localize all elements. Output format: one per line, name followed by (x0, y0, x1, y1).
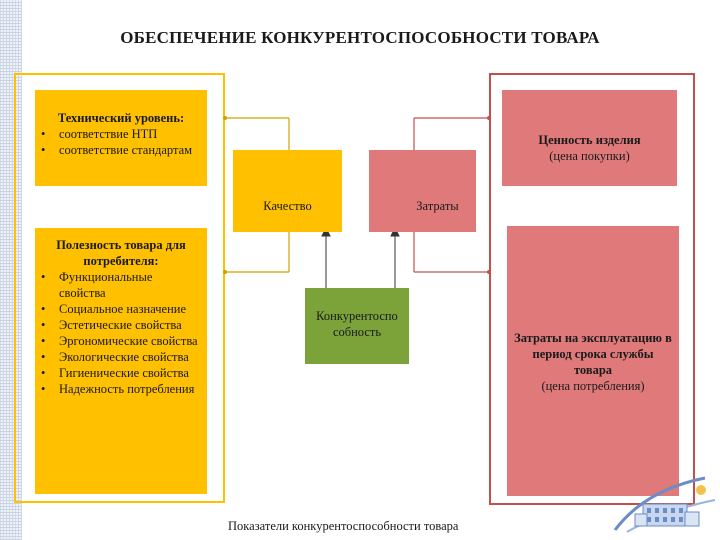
list-item: • соответствие НТП (41, 126, 201, 142)
costs-box (369, 150, 476, 232)
product-value-sub: (цена покупки) (549, 149, 630, 163)
technical-level-list (41, 126, 201, 158)
list-item: • Гигиенические свойства (41, 365, 201, 381)
list-item: • соответствие стандартам (41, 142, 201, 158)
diagram-caption: Показатели конкурентоспособности товара (228, 519, 459, 533)
quality-box (233, 150, 342, 232)
competitiveness-label: Конкурентоспо собность (316, 309, 398, 339)
competitiveness-box (305, 288, 409, 364)
technical-level-box (35, 90, 207, 186)
list-item: • Эргономические свойства (41, 333, 201, 349)
product-value-box (502, 90, 677, 186)
operating-costs-sub: (цена потребления) (541, 379, 645, 393)
usefulness-heading: Полезность товара для потребителя: (56, 238, 186, 268)
quality-label: Качество (263, 199, 312, 213)
operating-costs-box (507, 226, 679, 496)
list-item: • Социальное назначение (41, 301, 201, 317)
product-value-heading: Ценность изделия (538, 133, 641, 147)
list-item: • Экологические свойства (41, 349, 201, 365)
list-item: • Эстетические свойства (41, 317, 201, 333)
building-logo-icon (605, 470, 717, 540)
list-item: • Функциональные свойства (41, 269, 201, 301)
page-title: ОБЕСПЕЧЕНИЕ КОНКУРЕНТОСПОСОБНОСТИ ТОВАРА (120, 28, 600, 47)
usefulness-box (35, 228, 207, 494)
costs-label: Затраты (416, 199, 459, 213)
operating-costs-heading: Затраты на эксплуатацию в период срока службы товара (514, 331, 672, 377)
technical-level-heading: Технический уровень: (57, 111, 185, 125)
list-item: • Надежность потребления (41, 381, 201, 397)
usefulness-list (41, 269, 201, 397)
